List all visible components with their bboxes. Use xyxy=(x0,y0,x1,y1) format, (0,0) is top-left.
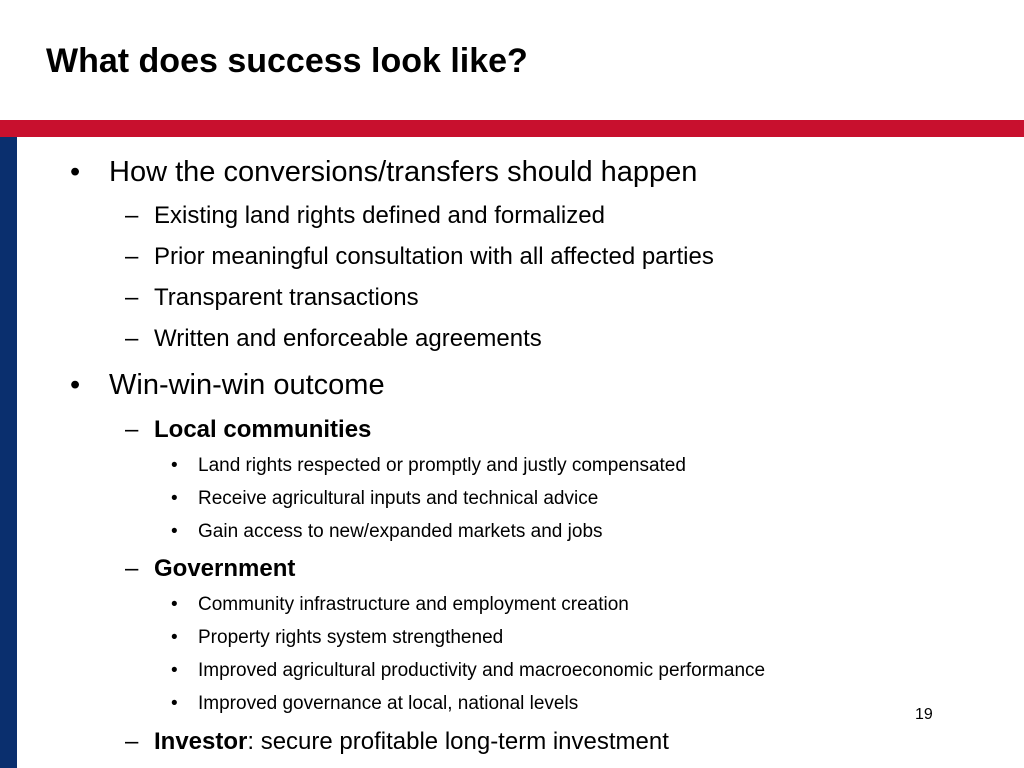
sub-bullet-marker: • xyxy=(171,594,178,615)
dash-marker: – xyxy=(125,202,139,229)
investor-text: : secure profitable long-term investment xyxy=(247,728,669,755)
investor-line xyxy=(154,730,669,754)
list-item: Improved governance at local, national levels xyxy=(198,693,579,714)
sub-bullet-marker: • xyxy=(171,455,178,476)
list-item: Property rights system strengthened xyxy=(198,627,504,648)
investor-heading: Investor xyxy=(154,728,248,755)
dash-marker: – xyxy=(125,416,139,443)
list-item: Prior meaningful consultation with all affected parties xyxy=(154,243,714,270)
dash-marker: – xyxy=(125,728,139,755)
list-item: Transparent transactions xyxy=(154,284,419,311)
dash-marker: – xyxy=(125,284,139,311)
sub-bullet-marker: • xyxy=(171,660,178,681)
bullet-marker: • xyxy=(70,156,81,188)
list-item: Written and enforceable agreements xyxy=(154,325,542,352)
bullet-marker: • xyxy=(70,369,81,401)
list-item: Receive agricultural inputs and technical advice xyxy=(198,488,599,509)
list-item: Land rights respected or promptly and justly compensated xyxy=(198,455,686,476)
dash-marker: – xyxy=(125,325,139,352)
sub-bullet-marker: • xyxy=(171,488,178,509)
slide-title: What does success look like? xyxy=(46,42,528,80)
dash-marker: – xyxy=(125,243,139,270)
sub-bullet-marker: • xyxy=(171,521,178,542)
page-number: 19 xyxy=(915,706,933,723)
left-accent-bar xyxy=(0,137,17,768)
list-item: Gain access to new/expanded markets and jobs xyxy=(198,521,603,542)
government-heading: Government xyxy=(154,555,296,582)
bullet-conversions-transfers: How the conversions/transfers should happen xyxy=(109,156,698,188)
local-communities-heading: Local communities xyxy=(154,416,372,443)
title-divider-band xyxy=(0,120,1024,137)
dash-marker: – xyxy=(125,555,139,582)
list-item: Existing land rights defined and formalized xyxy=(154,202,605,229)
list-item: Improved agricultural productivity and macroeconomic performance xyxy=(198,660,766,681)
sub-bullet-marker: • xyxy=(171,627,178,648)
bullet-win-win-win: Win-win-win outcome xyxy=(109,369,385,401)
sub-bullet-marker: • xyxy=(171,693,178,714)
list-item: Community infrastructure and employment creation xyxy=(198,594,629,615)
